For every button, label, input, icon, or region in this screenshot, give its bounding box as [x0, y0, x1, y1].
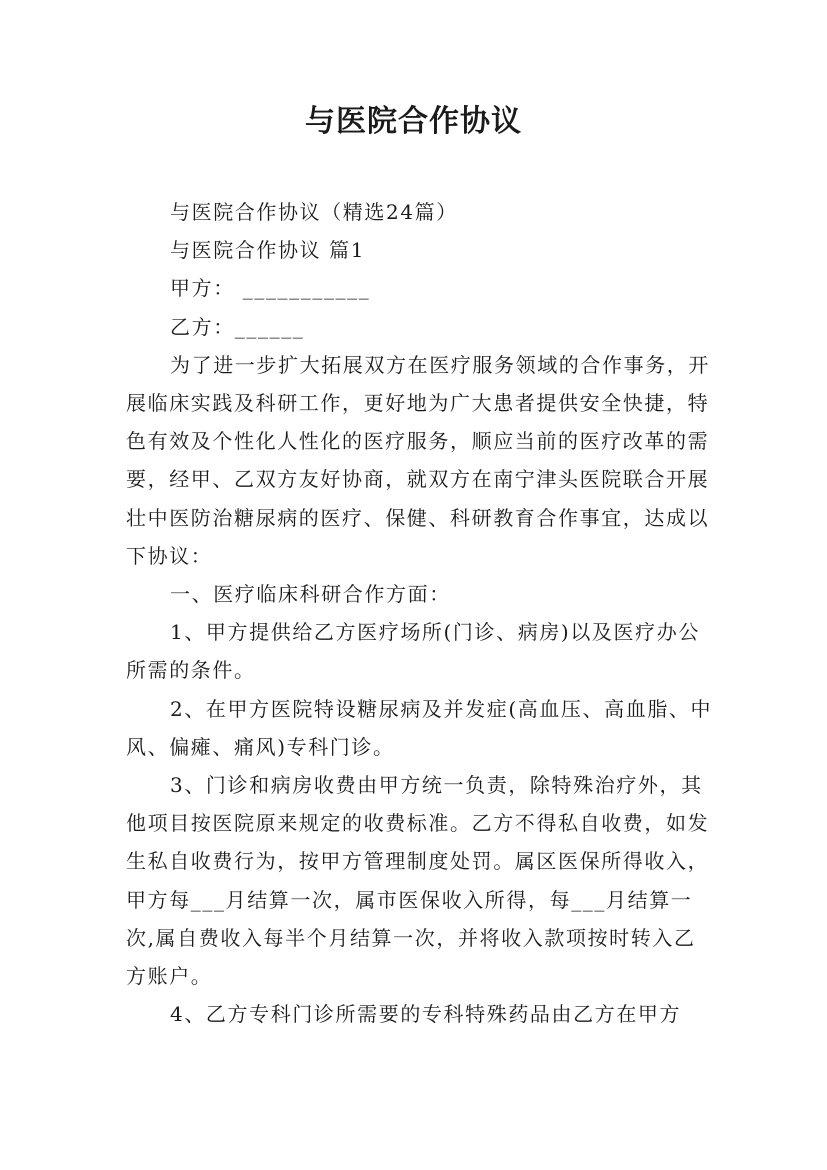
- party-a-line: 甲方： ___________: [170, 276, 371, 301]
- clause-2: 2、在甲方医院特设糖尿病及并发症(高血压、高血脂、中风、偏瘫、痛风)专科门诊。: [126, 696, 713, 759]
- party-b-line: 乙方：______: [170, 314, 305, 339]
- clause-4: 4、乙方专科门诊所需要的专科特殊药品由乙方在甲方: [170, 1002, 682, 1027]
- document-title: 与医院合作协议: [305, 104, 522, 139]
- document-body: [126, 193, 716, 1033]
- clause-3: 3、门诊和病房收费由甲方统一负责，除特殊治疗外，其他项目按医院原来规定的收费标准。乙方不得私自收费，如发生私自收费行为，按甲方管理制度处罚。属区医保所得收入，甲方每___月结算一次，属市医保收入所得，每___月结算一次,属自费收入每半个月结算一次，并将收入款项按时转入乙方账户。: [126, 773, 710, 989]
- preamble-paragraph: 为了进一步扩大拓展双方在医疗服务领域的合作事务，开展临床实践及科研工作，更好地为广大患者提供安全快捷，特色有效及个性化人性化的医疗服务，顺应当前的医疗改革的需要，经甲、乙双方友好协商，就双方在南宁津头医院联合开展壮中医防治糖尿病的医疗、保健、科研教育合作事宜，达成以下协议：: [126, 352, 710, 568]
- clause-heading: 一、医疗临床科研合作方面：: [170, 582, 451, 607]
- subtitle-line: 与医院合作协议（精选24篇）: [170, 200, 458, 224]
- clause-1: 1、甲方提供给乙方医疗场所(门诊、病房)以及医疗办公所需的条件。: [126, 620, 700, 683]
- section-heading: 与医院合作协议 篇1: [170, 238, 366, 263]
